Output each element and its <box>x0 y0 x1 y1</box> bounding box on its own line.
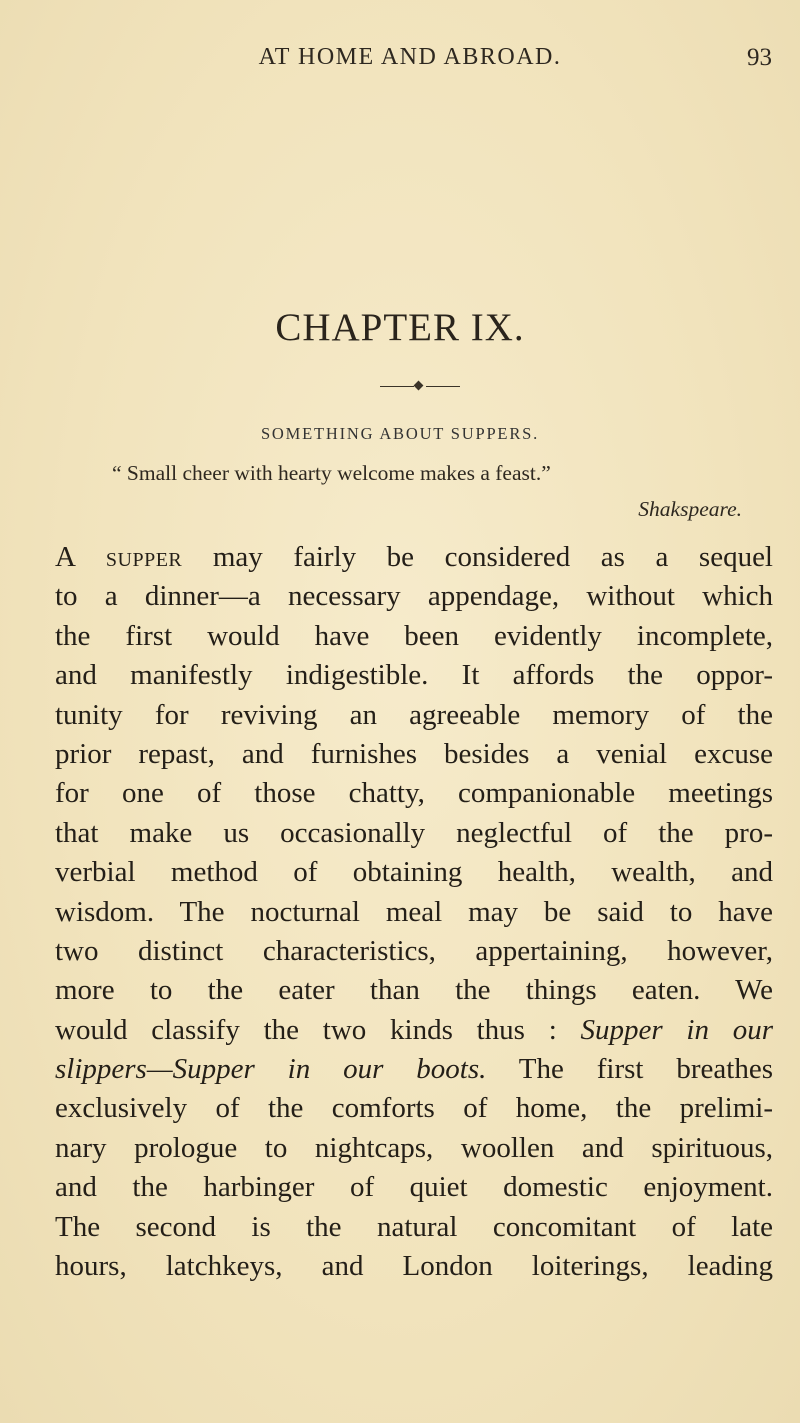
italic-phrase: Supper in our <box>580 1013 773 1046</box>
text-line <box>55 1089 773 1128</box>
text-line <box>55 735 773 774</box>
text-run: two distinct characteristics, appertaining, however, <box>55 934 773 967</box>
text-line <box>55 656 773 695</box>
text-run: for one of those chatty, companionable meetings <box>55 777 773 810</box>
text-run: may fairly be considered as a sequel <box>182 541 773 573</box>
text-run: The second is the natural concomitant of late <box>55 1210 773 1243</box>
text-line <box>55 853 773 892</box>
text-run: and the harbinger of quiet domestic enjoyment. <box>55 1171 773 1204</box>
chapter-subtitle: SOMETHING ABOUT SUPPERS. <box>260 424 540 443</box>
chapter-title: CHAPTER IX. <box>275 306 525 349</box>
text-run: tunity for reviving an agreeable memory of the <box>55 698 773 731</box>
text-line <box>55 1247 773 1286</box>
text-run: The first breathes <box>486 1053 773 1086</box>
page-number: 93 <box>747 44 772 71</box>
epigraph-quote: “ Small cheer with hearty welcome makes a feast.” <box>112 461 551 485</box>
text-line <box>55 617 773 656</box>
text-run: and manifestly indigestible. It affords the oppor- <box>55 659 773 692</box>
text-line <box>55 696 773 735</box>
text-line <box>55 577 773 616</box>
text-line <box>55 1168 773 1207</box>
ornament-rule-right <box>426 386 460 387</box>
text-run: to a dinner—a necessary appendage, without which <box>55 580 773 613</box>
text-line <box>55 1129 773 1168</box>
text-line <box>55 893 773 932</box>
text-run: that make us occasionally neglectful of the pro- <box>55 816 773 849</box>
text-run: would classify the two kinds thus : <box>55 1013 581 1046</box>
italic-phrase: slippers—Supper in our boots. <box>55 1053 487 1086</box>
text-run: prior repast, and furnishes besides a venial excuse <box>55 737 773 770</box>
text-line <box>55 1011 773 1050</box>
text-run: hours, latchkeys, and London loiterings, leading <box>55 1250 773 1283</box>
text-line <box>55 932 773 971</box>
text-line <box>55 1050 773 1089</box>
ornament-diamond-icon <box>414 381 424 391</box>
text-line <box>55 814 773 853</box>
text-line <box>55 1208 773 1247</box>
text-run: nary prologue to nightcaps, woollen and spirituous, <box>55 1131 773 1164</box>
text-line <box>55 774 773 813</box>
text-line <box>55 538 773 577</box>
text-run: wisdom. The nocturnal meal may be said to have <box>55 895 773 928</box>
lead-small-caps: A supper <box>55 541 183 573</box>
text-run: exclusively of the comforts of home, the prelimi- <box>55 1092 773 1125</box>
text-run: the first would have been evidently incomplete, <box>55 619 773 652</box>
epigraph-author: Shakspeare. <box>638 497 742 521</box>
ornament-divider <box>370 381 470 393</box>
text-run: more to the eater than the things eaten. We <box>55 974 773 1007</box>
ornament-rule-left <box>380 386 414 387</box>
text-run: verbial method of obtaining health, wealth, and <box>55 856 773 889</box>
running-head: AT HOME AND ABROAD. <box>258 44 562 70</box>
body-paragraph <box>55 538 773 1286</box>
text-line <box>55 971 773 1010</box>
